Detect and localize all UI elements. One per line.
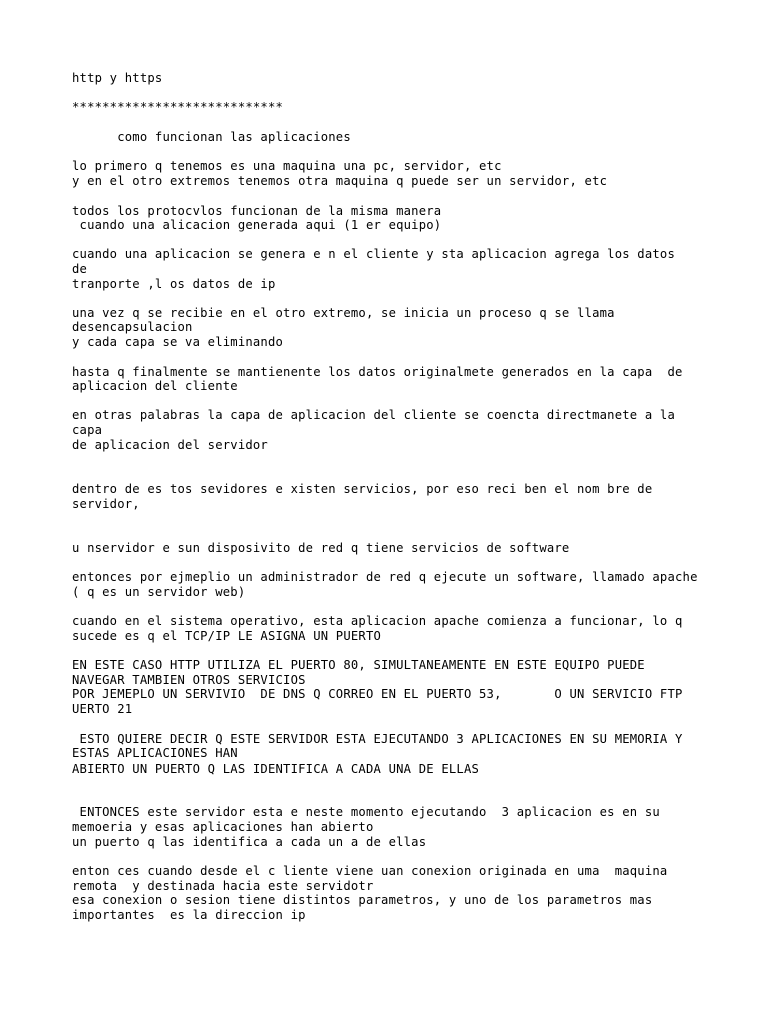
text-line: una vez q se recibie en el otro extremo, se inicia un proceso q se llama bbox=[72, 306, 615, 320]
text-line: servidor, bbox=[72, 497, 140, 511]
text-line: cuando una aplicacion se genera e n el cliente y sta aplicacion agrega los datos bbox=[72, 247, 675, 261]
text-line: todos los protocvlos funcionan de la misma manera bbox=[72, 204, 442, 218]
text-line: NAVEGAR TAMBIEN OTROS SERVICIOS bbox=[72, 673, 306, 687]
text-line: ENTONCES este servidor esta e neste momento ejecutando 3 aplicacion es en su bbox=[72, 805, 660, 819]
text-line: POR JEMEPLO UN SERVIVIO DE DNS Q CORREO EN EL PUERTO 53, O UN SERVICIO FTP bbox=[72, 687, 683, 701]
text-line: esa conexion o sesion tiene distintos parametros, y uno de los parametros mas bbox=[72, 893, 653, 907]
text-line: sucede es q el TCP/IP LE ASIGNA UN PUERTO bbox=[72, 629, 382, 643]
text-line: capa bbox=[72, 423, 103, 437]
text-line: aplicacion del cliente bbox=[72, 379, 238, 393]
text-line: enton ces cuando desde el c liente viene uan conexion originada en uma maquina bbox=[72, 864, 668, 878]
text-line: importantes es la direccion ip bbox=[72, 908, 306, 922]
text-line: en otras palabras la capa de aplicacion del cliente se coencta directmanete a la bbox=[72, 408, 675, 422]
text-line: remota y destinada hacia este servidotr bbox=[72, 879, 374, 893]
text-line: lo primero q tenemos es una maquina una pc, servidor, etc bbox=[72, 159, 502, 173]
text-line: ESTO QUIERE DECIR Q ESTE SERVIDOR ESTA EJECUTANDO 3 APLICACIONES EN SU MEMORIA Y bbox=[72, 732, 683, 746]
separator-line: **************************** bbox=[72, 100, 284, 114]
text-line: ESTAS APLICACIONES HAN bbox=[72, 746, 238, 760]
section-heading: como funcionan las aplicaciones bbox=[72, 130, 351, 144]
text-line: y cada capa se va eliminando bbox=[72, 335, 284, 349]
text-line: EN ESTE CASO HTTP UTILIZA EL PUERTO 80, SIMULTANEAMENTE EN ESTE EQUIPO PUEDE bbox=[72, 658, 645, 672]
text-line: u nservidor e sun disposivito de red q tiene servicios de software bbox=[72, 541, 570, 555]
text-line: de bbox=[72, 262, 88, 276]
text-line: hasta q finalmente se mantienente los datos originalmete generados en la capa de bbox=[72, 365, 683, 379]
text-line: memoeria y esas aplicaciones han abierto bbox=[72, 820, 374, 834]
text-line: y en el otro extremos tenemos otra maquina q puede ser un servidor, etc bbox=[72, 174, 608, 188]
text-line: entonces por ejmeplio un administrador de red q ejecute un software, llamado apache bbox=[72, 570, 698, 584]
text-line: ABIERTO UN PUERTO Q LAS IDENTIFICA A CADA UNA DE ELLAS bbox=[72, 762, 480, 776]
text-line: cuando en el sistema operativo, esta aplicacion apache comienza a funcionar, lo q bbox=[72, 614, 683, 628]
text-line: ( q es un servidor web) bbox=[72, 585, 246, 599]
text-line: tranporte ,l os datos de ip bbox=[72, 277, 276, 291]
document-title: http y https bbox=[72, 71, 163, 85]
text-line: desencapsulacion bbox=[72, 320, 193, 334]
text-line: cuando una alicacion generada aqui (1 er equipo) bbox=[72, 218, 442, 232]
text-line: un puerto q las identifica a cada un a de ellas bbox=[72, 835, 427, 849]
text-line: dentro de es tos sevidores e xisten servicios, por eso reci ben el nom bre de bbox=[72, 482, 653, 496]
text-line: de aplicacion del servidor bbox=[72, 438, 268, 452]
text-line: UERTO 21 bbox=[72, 702, 133, 716]
